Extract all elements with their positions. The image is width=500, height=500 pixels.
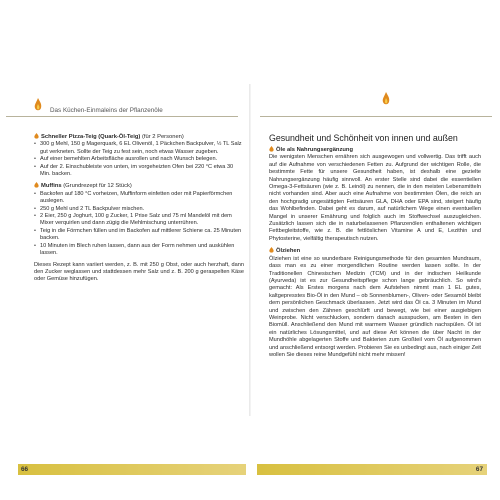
section-body: Ölziehen ist eine so wunderbare Reinigungsmethode für den gesamten Mundraum, dass man es zu einer morgendlichen Routine werden lassen sollte. In der Traditionellen Chinesischen Medizin (TCM) und in der indischen Heilkunde (Ayurveda) ist es zur Gesundheitspflege schon lange gebräuchlich. So wird's gemacht: Als Erstes morgens nach dem Aufstehen nimmt man 1 EL gutes, kaltgepresstes Bio-Öl in den Mund – ob Sonnenblumen-, Oliven- oder Sesamöl bleibt dem persönlichen Geschmack überlassen. Jetzt wird das Öl ca. 3 Minuten im Mund und zwischen den Zähnen geschlürft und bewegt, wie bei einer ausgiebigen Weinprobe. Nicht verschlucken, sondern danach ausspucken, am Besten in den Biomüll. Anschließend den Mund mit warmem Wasser gründlich nachspülen. Öl ist ein natürliches Lösungsmittel, und auf diese Art können die über Nacht in der Mundhöhle abgelagerten Stoffe und Bakterien zum Großteil vom Öl aufgenommen und anschließend entsorgt werden. Probieren Sie es unbedingt aus, nach einiger Zeit wollen Sie dieses reine Mundgefühl nicht mehr missen! — [269, 255, 481, 358]
recipe-title: Muffins (Grundrezept für 12 Stück) — [34, 182, 244, 190]
section-heading: Öle als Nahrungsergänzung — [269, 146, 481, 154]
left-page — [6, 90, 244, 473]
list-item: • 300 g Mehl, 150 g Magerquark, 6 EL Olivenöl, 1 Päckchen Backpulver, ½ TL Salz gut verkneten. Sollte der Teig zu fest sein, noch etwas Wasser zugeben. — [34, 141, 244, 156]
list-item: • 2 Eier, 250 g Joghurt, 100 g Zucker, 1 Prise Salz und 75 ml Mandelöl mit dem Mixer verquirlen und dann zügig die Mehlmischung unterrühren. — [34, 213, 244, 228]
pill-icon — [269, 247, 274, 253]
header-rule — [6, 116, 238, 117]
list-item: • 250 g Mehl und 2 TL Backpulver mischen. — [34, 206, 244, 213]
recipe-note: Dieses Rezept kann variiert werden, z. B. mit 250 g Obst, oder auch herzhaft, dann den Zucker weglassen und stattdessen mehr Salz und z. B. 200 g geraspelten Käse oder Gemüse hinzufügen. — [34, 261, 244, 283]
section-heading: Ölziehen — [269, 247, 481, 255]
pill-icon — [34, 182, 39, 188]
recipe-title: Schneller Pizza-Teig (Quark-Öl-Teig) (für 2 Personen) — [34, 133, 244, 141]
page-number: 66 — [21, 466, 29, 473]
pill-icon — [269, 146, 274, 152]
list-item: • Teig in die Förmchen füllen und im Backofen auf mittlerer Schiene ca. 25 Minuten backen. — [34, 228, 244, 243]
list-item: • Auf einer bemehlten Arbeitsfläche ausrollen und nach Wunsch belegen. — [34, 156, 244, 163]
section-body: Die wenigsten Menschen ernähren sich ausgewogen und vollwertig. Das trifft auch auf die Aufnahme von verschiedenen Fetten zu. Aufgrund der wichtigen Rolle, die bestimmte Fette für unsere Gesundheit haben, ist deshalb eine gezielte Nahrungsergänzung häufig sinnvoll. An erster Stelle sind dabei die essentiellen Omega-3-Fettsäuren (wie z. B. Leinöl) zu nennen, die in den meisten Lebensmitteln nicht vorhanden sind. Aber auch eine Aufnahme von bestimmten Ölen, die reich an den hochgradig ungesättigten Fettsäuren GLA, DHA oder EPA sind, steigert häufig das Wohlbefinden. Dabei geht es darum, auf natürlichem Wege einen eventuellen Mangel in unserer Ernährung und folglich auch im Stoffwechsel auszugleichen. Zusätzlich lassen sich die in naturbelassenen Pflanzenölen enthaltenen wichtigen Fettbegleitstoffe, wie z. B. die fettlöslichen Vitamine A und E, Lezithin und Phytosterine, vielfältig therapeutisch nutzen. — [269, 154, 481, 242]
right-content — [269, 145, 481, 359]
folio-bar — [18, 464, 246, 475]
book-gutter — [249, 84, 251, 416]
running-head: Das Küchen-Einmaleins der Pflanzenöle — [50, 107, 163, 114]
left-content — [34, 133, 244, 284]
header-rule — [260, 116, 492, 117]
flame-icon — [382, 92, 390, 107]
list-item: • Auf der 2. Einschubleiste von unten, im vorgeheizten Ofen bei 220 °C etwa 30 Min. backen. — [34, 164, 244, 179]
recipe-steps-list — [34, 141, 244, 178]
right-page — [257, 90, 494, 473]
flame-icon — [34, 98, 42, 113]
list-item: • 10 Minuten im Blech ruhen lassen, dann aus der Form nehmen und auskühlen lassen. — [34, 243, 244, 258]
pill-icon — [34, 133, 39, 139]
chapter-title: Gesundheit und Schönheit von innen und außen — [269, 133, 458, 143]
list-item: • Backofen auf 180 °C vorheizen, Muffinform einfetten oder mit Papierförmchen auslegen. — [34, 191, 244, 206]
recipe-steps-list — [34, 191, 244, 258]
page-number: 67 — [475, 466, 483, 473]
folio-bar — [257, 464, 487, 475]
